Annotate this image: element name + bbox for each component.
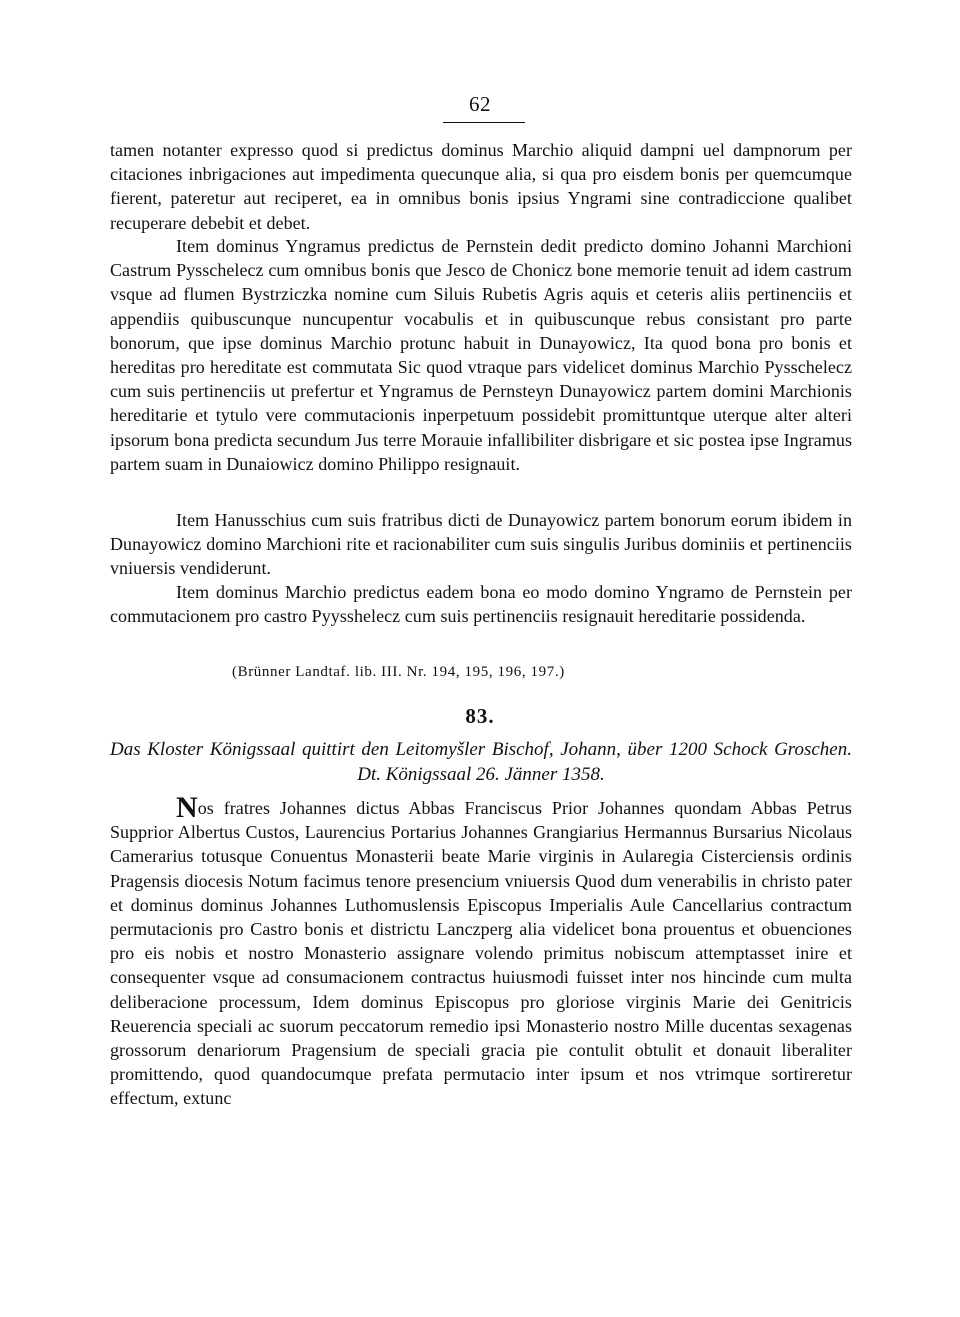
paragraph-castrum-exchange: [110, 234, 852, 476]
paragraph-text: Item dominus Yngramus predictus de Pernstein dedit predicto domino Johanni Marchioni Castrum Pysschelecz cum omnibus bonis que Jesco de Chonicz bone memorie tenuit ad idem castrum vsque ad flumen Bystrziczka nomine cum Siluis Rubetis Agris aquis et ceteris aliis pertinenciis et appendiis quibuscunque nuncupentur vocabulis et in quibuscunque rebus consistant pro parte bonorum, que ipse dominus Marchio protunc habuit in Dunayowicz, Ita quod bona pro bonis et hereditas pro hereditate est commutata Sic quod vtraque pars videlicet dominus Marchio Pysschelecz cum suis pertinenciis ut prefertur et Yngramus de Pernsteyn Dunayowicz partem domini Marchionis hereditarie et tytulo vere commutacionis inperpetuum possidebit promittuntque uterque alter alteri ipsorum bona predicta secundum Jus terre Morauie infallibiliter disbrigare et sic postea ipse Ingramus partem suam in Dunaiowicz domino Philippo resignauit.: [110, 236, 852, 474]
paragraph-text: [110, 791, 852, 1111]
paragraph-hanusschius: [110, 508, 852, 581]
paragraph-text: Item Hanusschius cum suis fratribus dicti de Dunayowicz partem bonorum eorum ibidem in Dunayowicz domino Marchioni rite et racionabiliter cum suis singulis Juribus dominiis et pertinenciis vniuersis vendiderunt.: [110, 510, 852, 579]
document-heading: Das Kloster Königssaal quittirt den Leitomyšler Bischof, Johann, über 1200 Schock Groschen. Dt. Königssaal 26. Jänner 1358.: [110, 739, 852, 785]
drop-initial: N: [175, 791, 198, 824]
document-number: 83.: [465, 704, 495, 728]
header-rule: [443, 122, 525, 123]
paragraph-continuation: [110, 138, 852, 235]
page-number: 62: [469, 92, 491, 116]
paragraph-resignation: [110, 580, 852, 628]
source-citation: (Brünner Landtaf. lib. III. Nr. 194, 195, 196, 197.): [232, 664, 565, 680]
paragraph-charter: [110, 791, 852, 1111]
paragraph-text: tamen notanter expresso quod si predictus dominus Marchio aliquid dampni uel dampnorum per citaciones inbrigaciones aut impedimenta quecunque alia, si qua pro eisdem bonis per quemcumque fierent, pateretur aut reciperet, ea in omnibus bonis ipsius Yngrami sine contradiccione qualibet recuperare debebit et debet.: [110, 140, 852, 233]
paragraph-body: os fratres Johannes dictus Abbas Franciscus Prior Johannes quondam Abbas Petrus Supprior Albertus Custos, Laurencius Portarius Johannes Grangiarius Hermannus Bursarius Nicolaus Camerarius totusque Conuentus Monasterii beate Marie virginis in Aularegia Cisterciensis ordinis Pragensis diocesis Notum facimus tenore presencium vniuersis Quod dum venerabilis in christo pater et dominus dominus Johannes Luthomuslensis Episcopus Imperialis Aule Cancellarius contractum permutacionis pro Castro bonis et districtu Lanczperg alia videlicet bona prouentus et obuenciones pro eis nobis et nostro Monasterio assignare volendo primitus nobiscum attemptasset inire et consequenter vsque ad consumacionem contractus huiusmodi fuisset inter nos hincinde cum multa deliberacione processum, Idem dominus Episcopus pro gloriose virginis Marie dei Genitricis Reuerencia speciali ac suorum peccatorum remedio ipsi Monasterio nostro Mille ducentas sexagenas grossorum denariorum Pragensium de speciali gracia pie contulit obtulit et donauit liberaliter promittendo, quod quandocumque prefata permutacio inter ipsum et nos vtrimque sortireretur effectum, extunc: [110, 798, 852, 1109]
paragraph-text: Item dominus Marchio predictus eadem bona eo modo domino Yngramo de Pernstein per commutacionem pro castro Pyysshelecz cum suis pertinenciis resignauit hereditarie possidenda.: [110, 582, 852, 627]
